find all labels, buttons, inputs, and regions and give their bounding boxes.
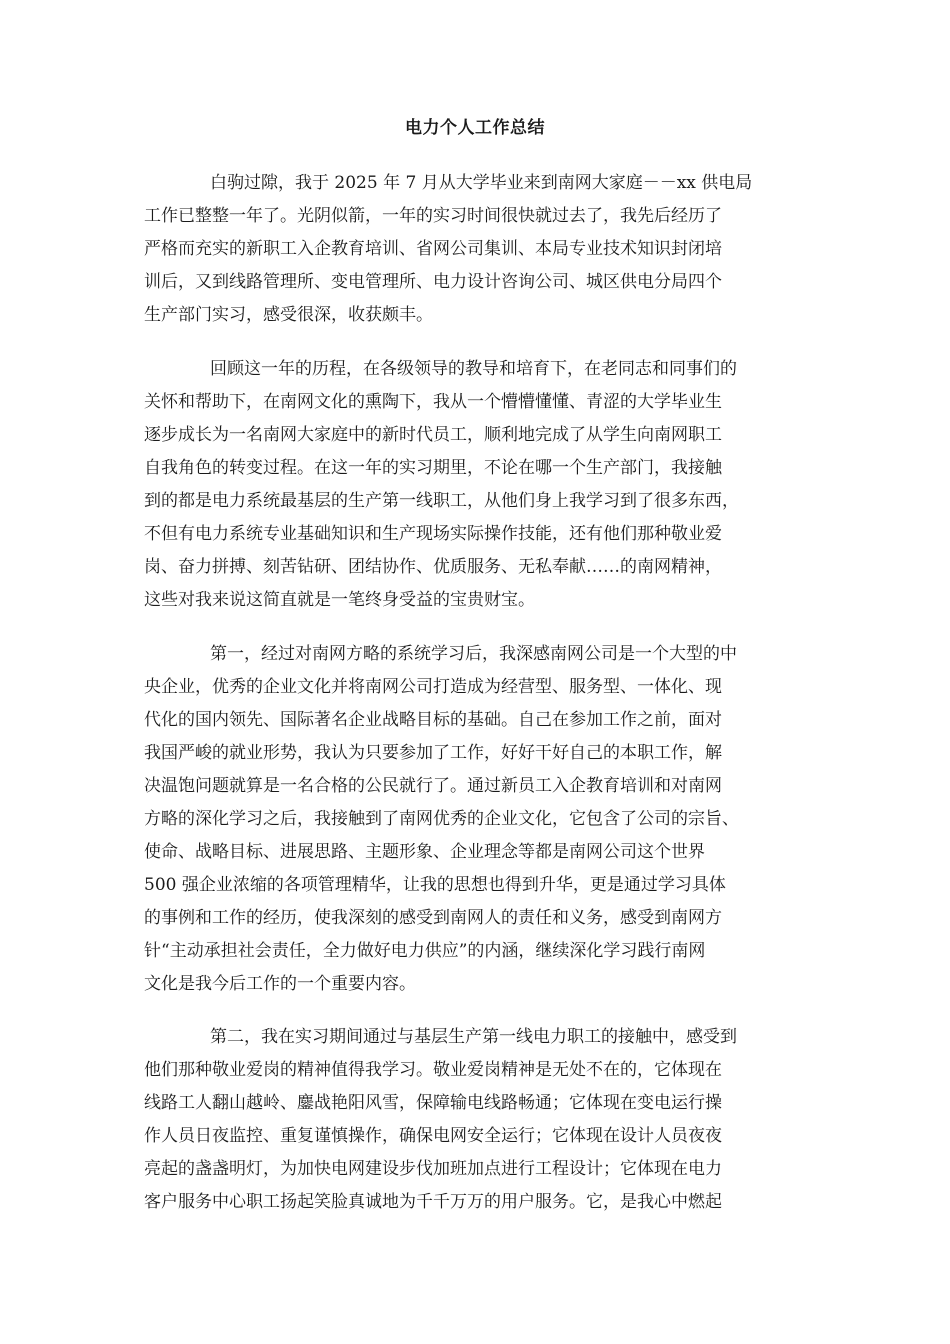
- paragraph-3-line-10: 针“主动承担社会责任，全力做好电力供应”的内涵，继续深化学习践行南网: [144, 941, 706, 961]
- paragraph-1-line-4: 训后，又到线路管理所、变电管理所、电力设计咨询公司、城区供电分局四个: [144, 272, 722, 292]
- paragraph-3-line-9: 的事例和工作的经历，使我深刻的感受到南网人的责任和义务，感受到南网方: [144, 908, 722, 928]
- paragraph-1-line-3: 严格而充实的新职工入企教育培训、省网公司集训、本局专业技术知识封闭培: [144, 239, 722, 259]
- paragraph-1-line-5: 生产部门实习，感受很深，收获颇丰。: [144, 305, 433, 325]
- paragraph-2-line-7: 岗、奋力拼搏、刻苦钻研、团结协作、优质服务、无私奉献……的南网精神，: [144, 557, 722, 577]
- paragraph-2-line-3: 逐步成长为一名南网大家庭中的新时代员工，顺利地完成了从学生向南网职工: [144, 425, 722, 445]
- paragraph-3-line-8: 500 强企业浓缩的各项管理精华，让我的思想也得到升华，更是通过学习具体: [144, 875, 726, 895]
- paragraph-3-line-5: 决温饱问题就算是一名合格的公民就行了。通过新员工入企教育培训和对南网: [144, 776, 722, 796]
- paragraph-3-line-2: 央企业，优秀的企业文化并将南网公司打造成为经营型、服务型、一体化、现: [144, 677, 722, 697]
- paragraph-2-line-1: 回顾这一年的历程，在各级领导的教导和培育下，在老同志和同事们的: [210, 359, 737, 379]
- paragraph-3-line-3: 代化的国内领先、国际著名企业战略目标的基础。自己在参加工作之前，面对: [144, 710, 722, 730]
- paragraph-2-line-5: 到的都是电力系统最基层的生产第一线职工，从他们身上我学习到了很多东西，: [144, 491, 739, 511]
- paragraph-3-line-1: 第一，经过对南网方略的系统学习后，我深感南网公司是一个大型的中: [210, 644, 737, 664]
- paragraph-3-line-4: 我国严峻的就业形势，我认为只要参加了工作，好好干好自己的本职工作，解: [144, 743, 722, 763]
- paragraph-4-line-6: 客户服务中心职工扬起笑脸真诚地为千千万万的用户服务。它，是我心中燃起: [144, 1192, 722, 1212]
- paragraph-2-line-6: 不但有电力系统专业基础知识和生产现场实际操作技能，还有他们那种敬业爱: [144, 524, 722, 544]
- paragraph-4-line-5: 亮起的盏盏明灯，为加快电网建设步伐加班加点进行工程设计；它体现在电力: [144, 1159, 722, 1179]
- paragraph-1-line-1: 白驹过隙，我于 2025 年 7 月从大学毕业来到南网大家庭－－xx 供电局: [210, 173, 753, 193]
- paragraph-3-line-6: 方略的深化学习之后，我接触到了南网优秀的企业文化，它包含了公司的宗旨、: [144, 809, 739, 829]
- paragraph-4-line-4: 作人员日夜监控、重复谨慎操作，确保电网安全运行；它体现在设计人员夜夜: [144, 1126, 722, 1146]
- paragraph-3-line-7: 使命、战略目标、进展思路、主题形象、企业理念等都是南网公司这个世界: [144, 842, 705, 862]
- paragraph-4-line-3: 线路工人翻山越岭、鏖战艳阳风雪，保障输电线路畅通；它体现在变电运行操: [144, 1093, 722, 1113]
- paragraph-4-line-1: 第二，我在实习期间通过与基层生产第一线电力职工的接触中，感受到: [210, 1027, 737, 1047]
- paragraph-3-line-11: 文化是我今后工作的一个重要内容。: [144, 974, 416, 994]
- paragraph-1-line-2: 工作已整整一年了。光阴似箭，一年的实习时间很快就过去了，我先后经历了: [144, 206, 722, 226]
- document-title: 电力个人工作总结: [405, 118, 545, 138]
- paragraph-2-line-8: 这些对我来说这简直就是一笔终身受益的宝贵财宝。: [144, 590, 535, 610]
- paragraph-2-line-2: 关怀和帮助下，在南网文化的熏陶下，我从一个懵懵懂懂、青涩的大学毕业生: [144, 392, 722, 412]
- paragraph-4-line-2: 他们那种敬业爱岗的精神值得我学习。敬业爱岗精神是无处不在的，它体现在: [144, 1060, 722, 1080]
- paragraph-2-line-4: 自我角色的转变过程。在这一年的实习期里，不论在哪一个生产部门，我接触: [144, 458, 722, 478]
